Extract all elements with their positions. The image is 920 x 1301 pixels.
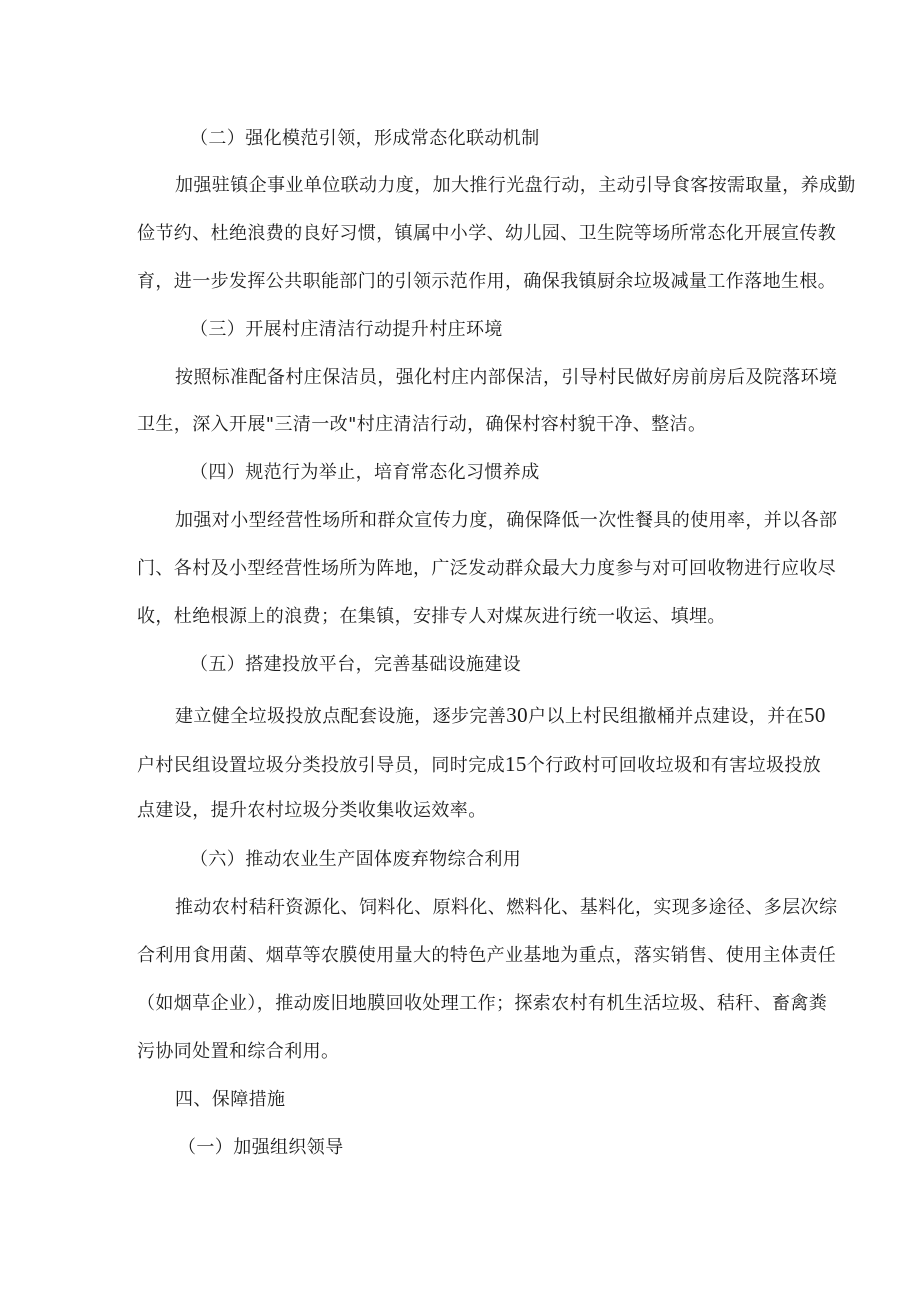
paragraph-line: 卫生，深入开展"三清一改"村庄清洁行动，确保村容村貌干净、整洁。 xyxy=(137,414,707,435)
section-heading-4: （四）规范行为举止，培育常态化习惯养成 xyxy=(190,462,540,483)
section-heading-5: （五）搭建投放平台，完善基础设施建设 xyxy=(190,654,522,675)
paragraph-line: 收，杜绝根源上的浪费；在集镇，安排专人对煤灰进行统一收运、填埋。 xyxy=(137,606,726,627)
paragraph-line: 污协同处置和综合利用。 xyxy=(137,1041,340,1062)
section-heading-3: （三）开展村庄清洁行动提升村庄环境 xyxy=(190,319,503,340)
paragraph-line: 按照标准配备村庄保洁员，强化村庄内部保洁，引导村民做好房前房后及院落环境 xyxy=(175,367,838,388)
paragraph-line: 推动农村秸秆资源化、饲料化、原料化、燃料化、基料化，实现多途径、多层次综 xyxy=(175,897,838,918)
text-run: 建立健全垃圾投放点配套设施，逐步完善 xyxy=(175,706,507,727)
number-50: 50 xyxy=(804,703,826,727)
chapter-heading: 四、保障措施 xyxy=(175,1089,286,1110)
paragraph-line: 合利用食用菌、烟草等农膜使用量大的特色产业基地为重点，落实销售、使用主体责任 xyxy=(137,945,837,966)
paragraph-line xyxy=(137,752,821,778)
number-30: 30 xyxy=(506,703,529,727)
paragraph-line: 俭节约、杜绝浪费的良好习惯，镇属中小学、幼儿园、卫生院等场所常态化开展宣传教 xyxy=(137,223,837,244)
subsection-heading: （一）加强组织领导 xyxy=(178,1137,344,1158)
paragraph-line: 育，进一步发挥公共职能部门的引领示范作用，确保我镇厨余垃圾减量工作落地生根。 xyxy=(137,271,837,292)
paragraph-line: 加强对小型经营性场所和群众宣传力度，确保降低一次性餐具的使用率，并以各部 xyxy=(175,510,838,531)
text-run: 个行政村可回收垃圾和有害垃圾投放 xyxy=(526,755,822,776)
paragraph-line: 加强驻镇企事业单位联动力度，加大推行光盘行动，主动引导食客按需取量，养成勤 xyxy=(175,175,856,196)
section-heading-2: （二）强化模范引领，形成常态化联动机制 xyxy=(190,128,540,149)
paragraph-line: 门、各村及小型经营性场所为阵地，广泛发动群众最大力度参与对可回收物进行应收尽 xyxy=(137,558,837,579)
paragraph-line: （如烟草企业），推动废旧地膜回收处理工作；探索农村有机生活垃圾、秸秆、畜禽粪 xyxy=(137,993,828,1014)
number-15: 15 xyxy=(505,752,527,776)
text-run: 户以上村民组撤桶并点建设，并在 xyxy=(528,706,805,727)
paragraph-line: 点建设，提升农村垃圾分类收集收运效率。 xyxy=(137,800,487,821)
paragraph-line xyxy=(175,703,826,729)
text-run: 户村民组设置垃圾分类投放引导员，同时完成 xyxy=(137,755,505,776)
section-heading-6: （六）推动农业生产固体废弃物综合利用 xyxy=(190,849,522,870)
